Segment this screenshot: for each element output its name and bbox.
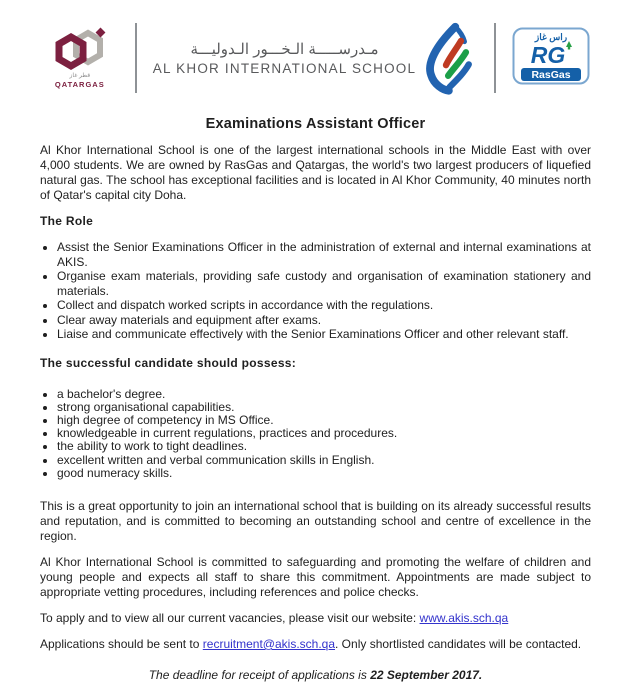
role-heading: The Role	[40, 214, 94, 228]
qatargas-arabic-label: قطر غاز	[69, 73, 91, 79]
website-link[interactable]: www.akis.sch.qa	[419, 610, 509, 625]
page-title: Examinations Assistant Officer	[205, 116, 426, 132]
rasgas-icon	[512, 27, 590, 85]
role-bullet-list	[40, 240, 591, 342]
deadline-date: 22 September 2017.	[370, 667, 483, 682]
candidate-bullet-item: • strong organisational capabilities.	[57, 401, 591, 414]
applications-text-before: Applications should be sent to	[40, 636, 203, 651]
safeguarding-paragraph: Al Khor International School is committed to safeguarding and promoting the welfare of children and young people and expects all staff to share this commitment. Appointments are made subject to appropriate vetting procedures, including references and police checks.	[40, 554, 591, 599]
qatargas-label: QATARGAS	[54, 80, 105, 89]
deadline-line	[40, 668, 591, 682]
candidate-bullet-item: • excellent written and verbal communication skills in English.	[57, 454, 591, 467]
rasgas-initials-label: RG	[530, 41, 566, 68]
apply-paragraph	[40, 611, 591, 626]
rasgas-label: RasGas	[531, 68, 571, 81]
akis-name-block	[153, 40, 416, 77]
role-bullet-item: • Assist the Senior Examinations Officer in the administration of external and internal examinations at AKIS.	[57, 240, 591, 269]
deadline-text: The deadline for receipt of applications is	[148, 667, 371, 682]
header-logos	[0, 0, 631, 104]
opportunity-paragraph: This is a great opportunity to join an international school that is building on its already successful results and reputation, and is committed to becoming an outstanding school and centre of excellence in the region.	[40, 498, 591, 543]
candidate-bullet-item: • good numeracy skills.	[57, 467, 591, 480]
akis-logo	[153, 16, 478, 100]
qatargas-logo	[41, 27, 119, 89]
candidate-heading: The successful candidate should possess:	[40, 355, 297, 370]
header-divider-right	[494, 23, 496, 93]
applications-paragraph	[40, 637, 591, 652]
role-bullet-item: • Clear away materials and equipment after exams.	[57, 313, 591, 328]
email-link[interactable]: recruitment@akis.sch.qa	[202, 636, 336, 651]
akis-arabic-label: مـدرســـــة الـخـــور الـدوليـــة	[190, 40, 379, 58]
rasgas-logo	[512, 27, 590, 90]
document-body	[0, 116, 631, 682]
candidate-bullet-item: • high degree of competency in MS Office.	[57, 414, 591, 427]
header-divider-left	[135, 23, 137, 93]
intro-paragraph: Al Khor International School is one of the largest international schools in the Middle East with over 4,000 students. We are owned by RasGas and Qatargas, the world's two largest producers of liquefied natural gas. The school has exceptional facilities and is located in Al Khor Community, 40 minutes north of Qatar's capital city Doha.	[40, 143, 591, 202]
role-bullet-item: • Organise exam materials, providing safe custody and organisation of examination stationery and materials.	[57, 269, 591, 298]
akis-name-label: AL KHOR INTERNATIONAL SCHOOL	[152, 60, 417, 76]
candidate-bullet-item: • a bachelor's degree.	[57, 388, 591, 401]
rasgas-arabic-label: راس غاز	[535, 31, 568, 42]
akis-flame-icon	[424, 16, 478, 100]
candidate-bullet-list	[40, 388, 591, 480]
role-bullet-item: • Collect and dispatch worked scripts in accordance with the regulations.	[57, 298, 591, 313]
apply-text: To apply and to view all our current vacancies, please visit our website:	[40, 610, 420, 625]
candidate-bullet-item: • the ability to work to tight deadlines.	[57, 440, 591, 453]
applications-text-after: . Only shortlisted candidates will be contacted.	[335, 636, 582, 651]
role-bullet-item: • Liaise and communicate effectively with the Senior Examinations Officer and other relevant staff.	[57, 327, 591, 342]
qatargas-icon	[50, 27, 110, 73]
candidate-bullet-item: • knowledgeable in current regulations, practices and procedures.	[57, 427, 591, 440]
